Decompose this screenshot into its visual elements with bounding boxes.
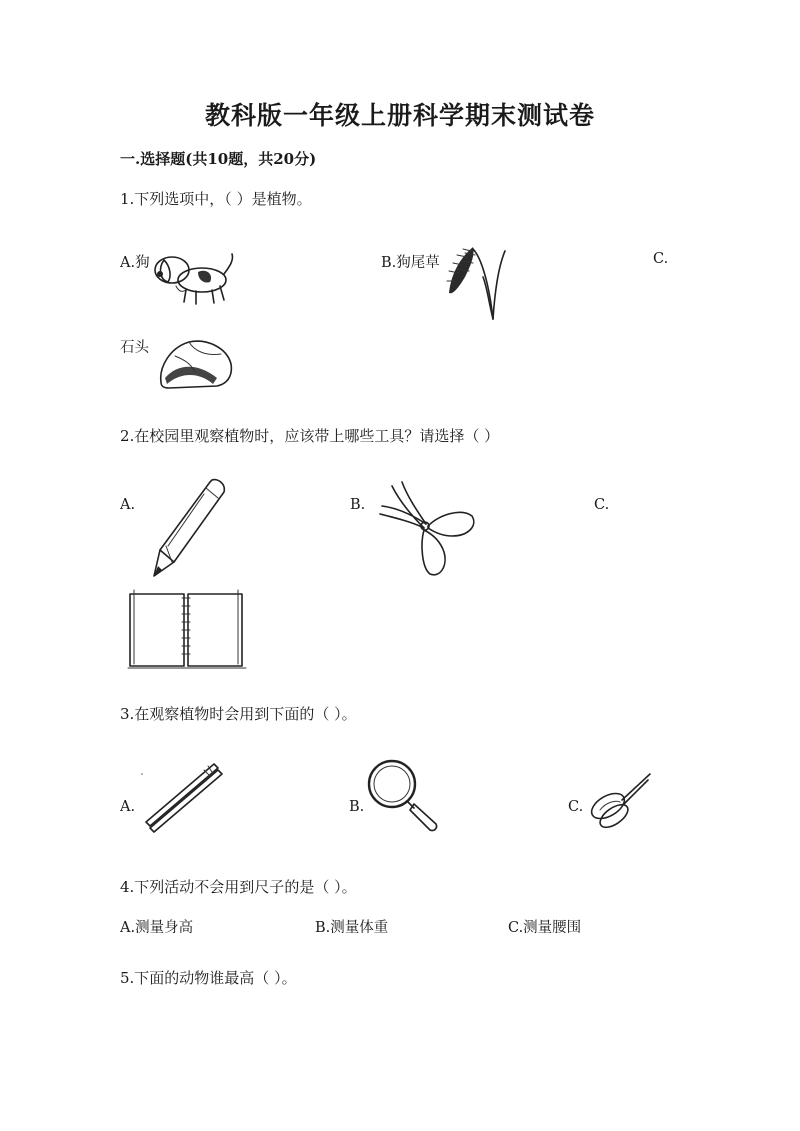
chopsticks-icon [140,760,226,834]
question-4: 4.下列活动不会用到尺子的是（ ）。 [120,878,357,896]
question-2: 2.在校园里观察植物时，应该带上哪些工具？请选择（ ） [120,427,500,445]
q1-option-c[interactable]: C. [653,251,669,267]
q2-option-a[interactable]: A. [120,497,136,513]
dog-icon [150,246,236,308]
q1-option-c-text: 石头 [120,340,149,356]
q4-option-b[interactable]: B.测量体重 [315,920,389,936]
q2-option-b[interactable]: B. [350,497,366,513]
page-title: 教科版一年级上册科学期末测试卷 [204,101,595,130]
notebook-icon [126,588,248,670]
scissors-icon [378,478,480,580]
foxtail-grass-icon [443,243,511,323]
question-1: 1.下列选项中，（ ）是植物。 [120,190,312,208]
question-5: 5.下面的动物谁最高（ ）。 [120,969,297,987]
rock-icon [155,334,235,392]
q4-option-c[interactable]: C.测量腰围 [508,920,582,936]
q3-option-a[interactable]: A. [120,799,136,815]
q2-option-c[interactable]: C. [594,497,610,513]
q3-option-b[interactable]: B. [349,799,365,815]
q1-option-a[interactable]: A.狗 [120,255,150,271]
magnifying-glass-icon [364,758,442,834]
question-3: 3.在观察植物时会用到下面的（ ）。 [120,705,357,723]
scissors-icon [586,770,654,832]
pencil-icon [150,476,230,580]
q1-option-b[interactable]: B.狗尾草 [381,255,440,271]
q3-option-c[interactable]: C. [568,799,584,815]
q4-option-a[interactable]: A.测量身高 [120,920,194,936]
section-heading: 一.选择题(共10题，共20分) [120,150,317,168]
